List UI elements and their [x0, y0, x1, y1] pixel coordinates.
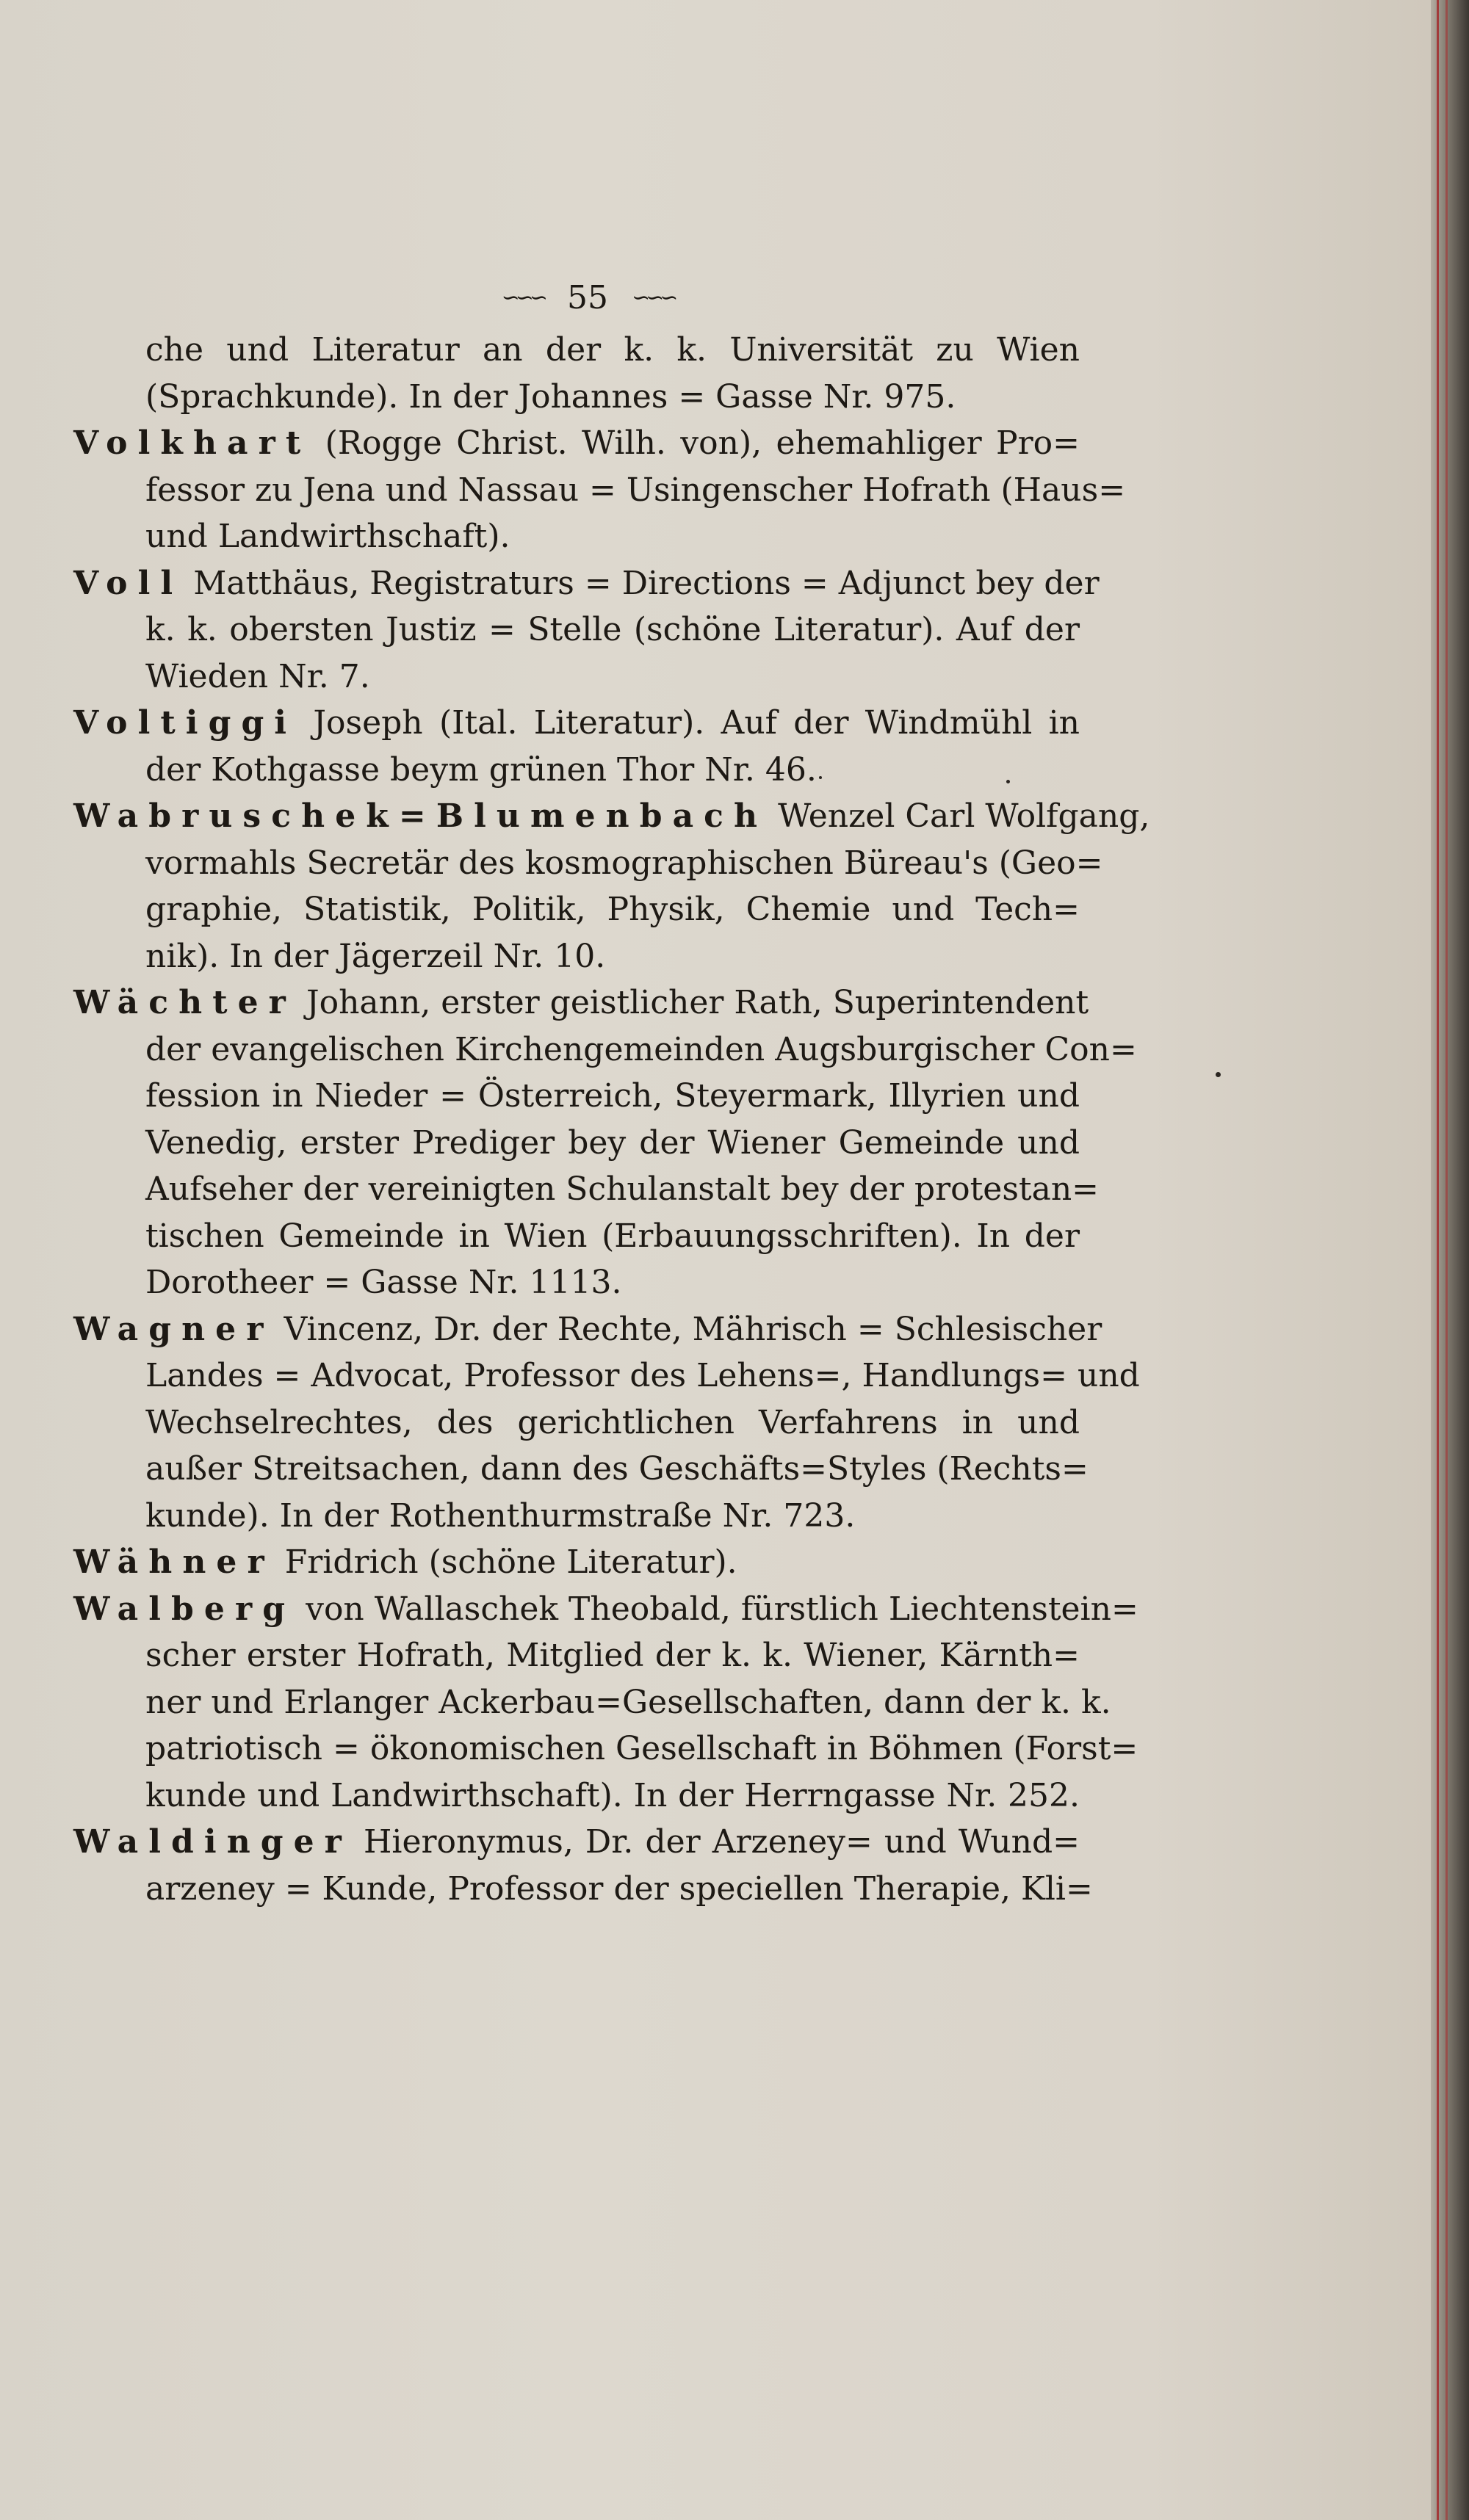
page-number: 55 [567, 278, 608, 316]
line-text: patriotisch = ökonomischen Gesellschaft in Böhmen (Forst= [145, 1730, 1138, 1767]
line-text: che und Literatur an der k. k. Universität zu Wien [145, 331, 1080, 369]
line-text: fession in Nieder = Österreich, Steyermark, Illyrien und [145, 1077, 1080, 1115]
text-line [73, 793, 1150, 840]
edge-line [1437, 0, 1439, 2520]
line-text: Wenzel Carl Wolfgang, [768, 797, 1150, 835]
line-text: (Rogge Christ. Wilh. von), ehemahliger Pro= [311, 424, 1080, 462]
line-text: Matthäus, Registraturs = Directions = Adjunct bey der [183, 564, 1100, 602]
ink-speck [1006, 780, 1010, 783]
text-line [73, 374, 1080, 421]
text-line [73, 1073, 1080, 1120]
line-text: (Sprachkunde). In der Johannes = Gasse Nr. 975. [145, 377, 956, 416]
page-header [411, 275, 764, 319]
line-text: außer Streitsachen, dann des Geschäfts=Styles (Rechts= [145, 1450, 1089, 1488]
line-text: Vincenz, Dr. der Rechte, Mährisch = Schlesischer [273, 1310, 1102, 1348]
line-text: vormahls Secretär des kosmographischen Büreau's (Geo= [145, 844, 1103, 882]
ornament-right: ∽∽∽ [632, 284, 674, 311]
line-text: nik). In der Jägerzeil Nr. 10. [145, 937, 606, 975]
text-line [73, 467, 1126, 514]
line-text: und Landwirthschaft). [145, 518, 510, 555]
line-text: der Kothgasse beym grünen Thor Nr. 46. [145, 750, 817, 789]
text-line [73, 1586, 1138, 1633]
page-text [73, 327, 1150, 1912]
line-text: von Wallaschek Theobald, fürstlich Liechtenstein= [295, 1590, 1138, 1628]
line-text: Landes = Advocat, Professor des Lehens=, Handlungs= und [145, 1357, 1140, 1394]
line-text: kunde). In der Rothenthurmstraße Nr. 723. [145, 1496, 856, 1535]
text-line [73, 1353, 1140, 1400]
line-text: der evangelischen Kirchengemeinden Augsburgischer Con= [145, 1030, 1137, 1068]
line-text: kunde und Landwirthschaft). In der Herrngasse Nr. 252. [145, 1776, 1080, 1814]
line-text: Wieden Nr. 7. [145, 657, 370, 695]
line-text: Fridrich (schöne Literatur). [274, 1543, 737, 1581]
text-line [73, 886, 1080, 933]
line-text: k. k. obersten Justiz = Stelle (schöne Literatur). Auf der [145, 611, 1080, 648]
text-line [73, 700, 1080, 747]
ink-speck [819, 776, 822, 779]
ink-speck [1216, 1072, 1221, 1077]
text-line [73, 1493, 1080, 1540]
text-line [73, 1539, 1080, 1586]
text-line [73, 1726, 1138, 1773]
text-line [73, 1120, 1080, 1167]
text-line [73, 933, 1080, 980]
page-edge [1431, 0, 1469, 2520]
entry-name: Walberg [73, 1590, 296, 1628]
text-line [73, 1866, 1093, 1913]
entry-name: Volkhart [73, 424, 311, 462]
text-line [73, 1306, 1102, 1353]
text-line [73, 1679, 1111, 1726]
entry-name: Waldinger [73, 1823, 352, 1861]
entry-name: Wähner [73, 1543, 275, 1581]
text-line [73, 1027, 1137, 1073]
line-text: Aufseher der vereinigten Schulanstalt bey der protestan= [145, 1170, 1100, 1208]
line-text: scher erster Hofrath, Mitglied der k. k. Wiener, Kärnth= [145, 1637, 1080, 1674]
ornament-left: ∽∽∽ [501, 284, 544, 311]
text-line [73, 1213, 1080, 1260]
line-text: Wechselrechtes, des gerichtlichen Verfahrens in und [145, 1403, 1080, 1441]
line-text: Dorotheer = Gasse Nr. 1113. [145, 1264, 622, 1301]
text-line [73, 513, 1080, 560]
text-line [73, 420, 1080, 467]
text-line [73, 1166, 1100, 1213]
line-text: Venedig, erster Prediger bey der Wiener Gemeinde und [145, 1123, 1080, 1162]
entry-name: Voll [73, 564, 184, 602]
text-line [73, 327, 1080, 374]
line-text: graphie, Statistik, Politik, Physik, Chemie und Tech= [145, 891, 1080, 928]
text-line [73, 607, 1080, 653]
text-line [73, 1819, 1080, 1866]
text-line [73, 1773, 1080, 1820]
line-text: Hieronymus, Dr. der Arzeney= und Wund= [351, 1823, 1080, 1861]
line-text: fessor zu Jena und Nassau = Usingenscher Hofrath (Haus= [145, 471, 1126, 509]
line-text: arzeney = Kunde, Professor der speciellen Therapie, Kli= [145, 1869, 1093, 1908]
entry-name: Voltiggi [73, 704, 297, 742]
entry-name: Wagner [73, 1310, 274, 1348]
entry-name: Wächter [73, 984, 296, 1021]
text-line [73, 1446, 1089, 1493]
line-text: Joseph (Ital. Literatur). Auf der Windmühl in [297, 704, 1080, 742]
entry-name: Wabruschek=Blumenbach [73, 797, 768, 835]
line-text: Johann, erster geistlicher Rath, Superintendent [295, 984, 1089, 1021]
line-text: ner und Erlanger Ackerbau=Gesellschaften, dann der k. k. [145, 1683, 1111, 1721]
text-line [73, 747, 1080, 794]
text-line [73, 980, 1089, 1027]
text-line [73, 560, 1100, 607]
text-line [73, 840, 1103, 887]
text-line [73, 1259, 1080, 1306]
edge-line [1445, 0, 1448, 2520]
text-line [73, 653, 1080, 700]
line-text: tischen Gemeinde in Wien (Erbauungsschriften). In der [145, 1217, 1080, 1255]
text-line [73, 1400, 1080, 1447]
text-line [73, 1632, 1080, 1679]
